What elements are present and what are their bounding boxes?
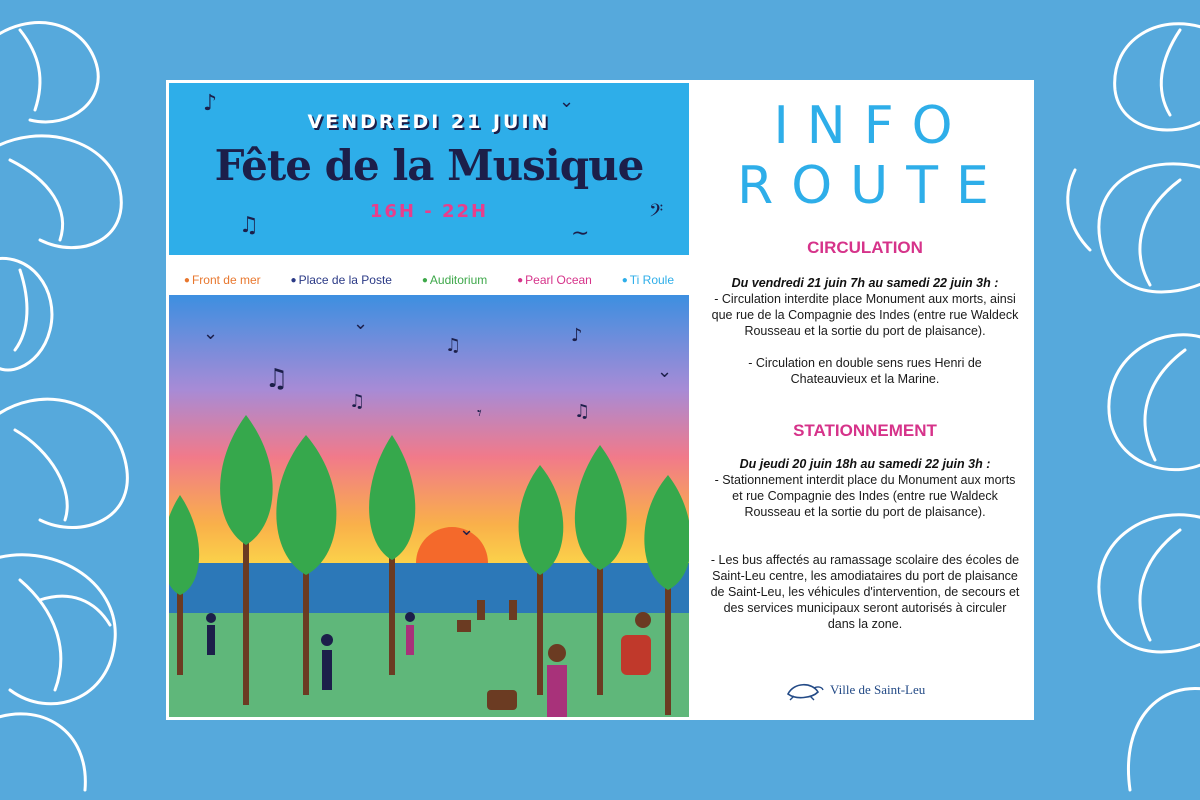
pin-icon: ● [421,274,428,286]
poster-header [169,83,689,255]
flower-decoration-left [0,0,170,800]
venue-list [169,265,689,295]
venue-ti-roule [622,273,674,287]
venue-pearl-ocean [517,273,592,287]
svg-text:♫: ♫ [349,391,366,412]
venue-label: Place de la Poste [298,273,392,287]
sunset-concert-illustration [169,295,689,717]
turtle-logo-icon [784,678,824,702]
svg-text:⌄: ⌄ [353,313,369,334]
poster-title: Fête de la Musique [214,141,644,190]
logo-text: Ville de Saint-Leu [830,682,926,697]
poster-date: VENDREDI 21 JUIN [307,111,551,133]
pin-icon: ● [621,274,628,286]
venue-front-de-mer [184,273,261,287]
circulation-text-1: - Circulation interdite place Monument aux morts, ainsi que rue de la Compagnie des Indes (entre rue Waldeck Rousseau et la sortie du port de plaisance). [711,292,1019,338]
pin-icon: ● [517,274,524,286]
stationnement-text-2: - Les bus affectés au ramassage scolaire des écoles de Saint-Leu centre, les amodiataires du port de plaisance de Saint-Leu, les véhicules d'intervention, de secours et des services municipaux seront autorisés à circuler dans la zone. [710,553,1020,631]
event-poster [169,83,689,717]
pin-icon: ● [183,274,190,286]
circulation-heading: CIRCULATION [807,238,923,257]
venue-label: Ti Roule [629,273,675,287]
stationnement-text-1: - Stationnement interdit place du Monument aux morts et rue Compagnie des Indes (entre rue Waldeck Rousseau et la sortie du port de plaisance). [714,473,1016,519]
svg-text:♫: ♫ [265,364,289,394]
svg-text:♫: ♫ [574,401,591,422]
info-card [166,80,1034,720]
venue-label: Auditorium [429,273,488,287]
svg-text:♫: ♫ [445,335,462,356]
svg-text:⌄: ⌄ [203,323,219,344]
svg-text:⌄: ⌄ [657,361,673,382]
stationnement-dates: Du jeudi 20 juin 18h au samedi 22 juin 3h : [739,457,991,471]
bird-icon: ⌄ [559,91,575,112]
venue-auditorium [422,273,487,287]
pin-icon: ● [290,274,297,286]
bass-clef-icon: 𝄢 [649,201,664,226]
svg-text:♪: ♪ [571,325,583,346]
flower-decoration-right [1030,0,1200,800]
music-note-icon: ♪ [203,91,218,116]
poster-time: 16H - 22H [369,201,489,222]
circulation-dates: Du vendredi 21 juin 7h au samedi 22 juin 3h : [731,276,999,290]
circulation-text-2: - Circulation en double sens rues Henri de Chateauvieux et la Marine. [748,356,982,386]
venue-place-de-la-poste [291,273,392,287]
info-title-line1: INFO [773,96,971,156]
svg-text:𝄾: 𝄾 [477,403,482,424]
svg-text:⌄: ⌄ [459,519,475,540]
venue-label: Front de mer [191,273,261,287]
info-panel [696,80,1034,720]
stationnement-heading: STATIONNEMENT [793,421,937,440]
tilde-icon: ∼ [571,221,590,246]
venue-label: Pearl Ocean [525,273,592,287]
city-logo [784,678,925,702]
music-note-icon: ♫ [239,213,259,238]
info-title-line2: ROUTE [737,156,1007,216]
